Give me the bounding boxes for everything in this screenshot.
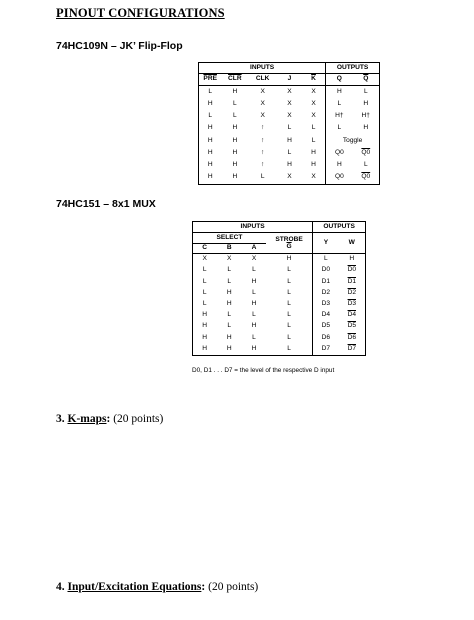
cell: L [208,87,213,95]
cell: L [202,266,207,274]
cell: L [324,255,328,263]
cell: L [227,277,232,285]
table-row [193,344,366,356]
cell: H [232,160,238,168]
cell: D5 [321,322,331,330]
cell: D7 [321,344,331,352]
cell: L [252,311,256,319]
mux-footnote: D0, D1 . . . D7 = the level of the respective D input [192,367,335,374]
cell: L [266,310,313,321]
cell: L [266,288,313,299]
cell: D0 [347,266,356,274]
cell: L [363,160,368,168]
cell: H [232,148,238,156]
mux-col-y: Y [313,233,339,254]
table-row [193,321,366,332]
cell: H [202,333,208,341]
cell: H [251,344,257,352]
cell: X [287,173,292,181]
cell: D4 [347,311,356,319]
jk-col-clr: $\overline{CLR}$ [221,74,248,86]
cell: H [232,87,238,95]
cell: X [227,255,232,263]
table-row [199,123,380,135]
cell: H [207,173,213,181]
jk-col-q: Q [326,74,353,86]
mux-outputs-header: OUTPUTS [313,222,366,233]
question-label: K-maps [67,413,107,425]
table-row [193,276,366,287]
cell: L [302,135,326,147]
cell: L [266,332,313,343]
jk-outputs-header: OUTPUTS [326,63,380,74]
cell: D3 [347,300,356,308]
cell: X [302,86,326,99]
cell: H [226,333,232,341]
cell: D2 [321,288,331,296]
cell: H [207,99,213,107]
cell: D3 [321,300,331,308]
question-label: Input/Excitation Equations [67,581,202,593]
cell: H [251,277,257,285]
cell: D7 [347,344,356,352]
cell: L [337,99,342,107]
question-number: 4. [56,581,65,593]
cell: L [266,344,313,356]
cell: L [266,265,313,276]
cell: H [349,255,355,263]
cell: L [260,173,265,181]
cell: X [287,87,292,95]
cell: H [251,300,257,308]
cell: X [287,112,292,120]
table-row [193,265,366,276]
cell: L [363,87,368,95]
cell: X [287,99,292,107]
cell: D1 [321,277,331,285]
cell: H [202,311,208,319]
cell: X [251,255,257,263]
cell: X [260,99,265,107]
question-points: (20 points) [113,413,164,425]
mux-select-header: SELECT [193,233,266,244]
jk-col-pre: $\overline{PRE}$ [199,74,222,86]
table-row [199,86,380,99]
cell: L [266,299,313,310]
table-row [193,299,366,310]
question-number: 3. [56,413,65,425]
cell: X [260,87,265,95]
cell: ↑ [261,148,265,156]
cell: X [302,98,326,110]
cell: H [207,136,213,144]
cell: H [226,288,232,296]
cell: Q0 [361,173,371,181]
cell: D1 [347,277,356,285]
cell: H† [335,112,344,120]
cell: H [226,344,232,352]
cell: H [202,344,208,352]
mux-strobe-header: STROBE [266,233,313,244]
cell: ↑ [261,160,265,168]
cell: H [266,254,313,266]
cell: L [202,300,207,308]
cell: H [232,136,238,144]
cell: ↑ [261,136,265,144]
cell: H [287,160,292,168]
cell: Q0 [334,173,344,181]
mux-col-a: A [242,244,266,254]
cell: H [302,147,326,159]
table-row [199,135,380,147]
cell: L [287,148,292,156]
cell: L [252,333,256,341]
cell: L [266,276,313,287]
jk-truth-table [198,62,380,185]
cell: L [287,124,292,132]
table-row [193,310,366,321]
table-row [199,159,380,171]
mux-truth-table [192,221,366,356]
cell: L [252,288,256,296]
cell: L [233,99,237,107]
jk-col-qbar: $\overline{Q}$ [353,74,380,86]
page-title: PINOUT CONFIGURATIONS [56,6,225,20]
cell: L [208,112,213,120]
cell: Q0 [361,148,371,156]
cell: Toggle [342,136,363,144]
mux-heading: 74HC151 – 8x1 MUX [56,198,156,210]
cell: X [302,171,326,184]
cell: L [202,277,207,285]
cell: L [202,288,207,296]
jk-col-clk: CLK [248,74,277,86]
cell: D4 [321,311,331,319]
cell: H [287,136,292,144]
jk-heading: 74HC109N – JK’ Flip-Flop [56,40,183,52]
mux-col-w: W [339,233,366,254]
cell: D6 [321,333,331,341]
cell: D2 [347,288,356,296]
cell: Q0 [334,148,344,156]
table-row [199,110,380,122]
cell: H [336,160,342,168]
question-equations: 4. Input/Excitation Equations: (20 points) [56,581,259,593]
cell: H [302,159,326,171]
cell: H [202,322,208,330]
cell: L [227,266,232,274]
jk-col-k: $\overline{K}$ [302,74,326,86]
cell: L [252,266,256,274]
jk-col-j: J [277,74,302,86]
table-row [193,332,366,343]
mux-strobe-g: $\overline{G}$ [266,244,313,254]
table-row [199,98,380,110]
table-row [193,254,366,266]
jk-inputs-header: INPUTS [199,63,326,74]
cell: D0 [321,266,331,274]
cell: D6 [347,333,356,341]
cell: H [232,124,238,132]
cell: L [302,123,326,135]
mux-inputs-header: INPUTS [193,222,313,233]
question-points: (20 points) [208,581,259,593]
cell: H [232,173,238,181]
cell: H [363,99,369,107]
cell: L [227,322,232,330]
table-row [193,288,366,299]
cell: H† [361,112,370,120]
cell: D5 [347,322,356,330]
mux-col-b: B [216,244,242,254]
cell: H [207,160,213,168]
cell: X [302,110,326,122]
table-row [199,171,380,184]
mux-col-c: C [193,244,217,254]
cell: ↑ [261,124,265,132]
cell: H [336,87,342,95]
cell: L [233,112,237,120]
cell: X [260,112,265,120]
cell: H [226,300,232,308]
cell: X [202,255,207,263]
cell: L [227,311,232,319]
cell: H [251,322,257,330]
cell: H [207,148,213,156]
table-row [199,147,380,159]
cell: H [207,124,213,132]
cell: L [266,321,313,332]
cell: L [337,124,342,132]
question-kmaps: 3. K-maps: (20 points) [56,413,164,425]
cell: H [363,124,369,132]
